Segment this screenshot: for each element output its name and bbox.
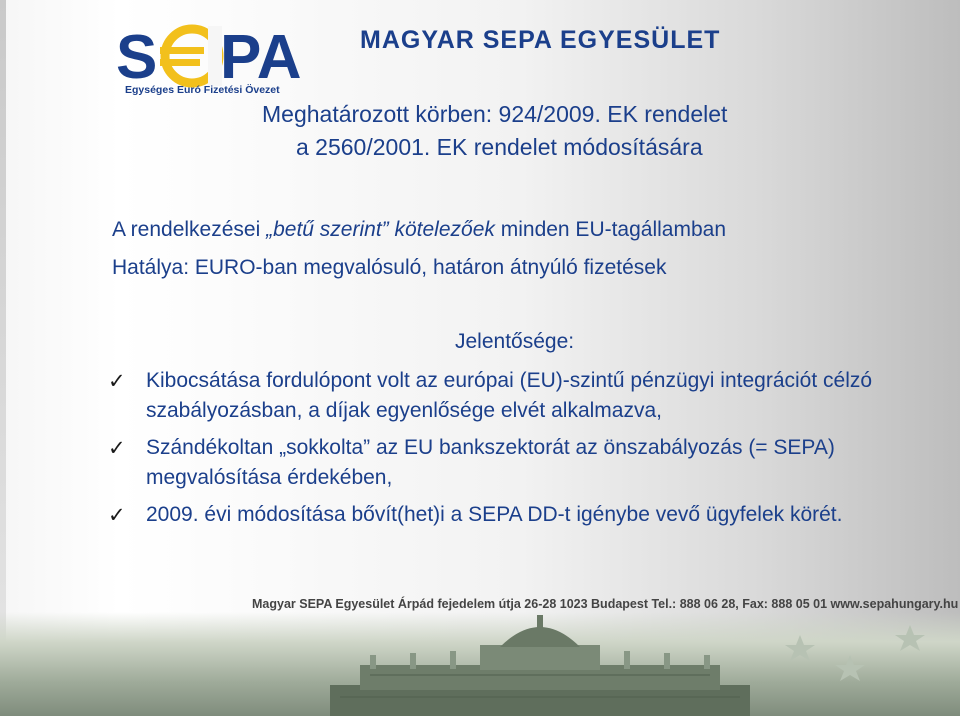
list-item-text: 2009. évi módosítása bővít(het)i a SEPA DD-t igénybe vevő ügyfelek körét. [146, 503, 843, 526]
checkmark-icon: ✓ [108, 369, 126, 393]
significance-heading: Jelentősége: [455, 330, 575, 353]
heading-line-2: a 2560/2001. EK rendelet módosítására [296, 134, 703, 160]
footer-contact: Magyar SEPA Egyesület Árpád fejedelem útja 26-28 1023 Budapest Tel.: 888 06 28, Fax: 888 05 01 www.sepahungary.hu [252, 597, 959, 611]
list-item-text: Szándékoltan „sokkolta” az EU bankszektorát az önszabályozás (= SEPA) megvalósítása érdekében, [146, 436, 835, 489]
list-item [108, 500, 938, 530]
list-item [108, 433, 938, 493]
heading-line-1: Meghatározott körben: 924/2009. EK rendelet [262, 101, 728, 127]
svg-text:PA: PA [220, 23, 302, 92]
paragraph-binding-lead: A rendelkezései [112, 218, 267, 241]
left-accent-bar [0, 0, 6, 716]
parliament-illustration [330, 615, 750, 716]
checkmark-icon: ✓ [108, 503, 126, 527]
organization-title: MAGYAR SEPA EGYESÜLET [360, 26, 721, 54]
paragraph-binding-emphasis: „betű szerint” kötelezőek [266, 218, 495, 241]
list-item-text: Kibocsátása fordulópont volt az európai (EU)-szintű pénzügyi integrációt célzó szabályozásban, a díjak egyenlősége elvét alkalmazva, [146, 369, 873, 422]
svg-text:S: S [116, 23, 158, 92]
paragraph-binding [112, 218, 726, 242]
list-item [108, 366, 938, 426]
significance-list [108, 366, 938, 537]
slide-heading [262, 98, 822, 164]
logo-tagline: Egységes Euró Fizetési Övezet [125, 84, 280, 96]
checkmark-icon: ✓ [108, 436, 126, 460]
paragraph-binding-tail: minden EU-tagállamban [494, 218, 727, 241]
eu-stars-decoration [760, 615, 960, 716]
paragraph-scope: Hatálya: EURO-ban megvalósuló, határon átnyúló fizetések [112, 256, 667, 279]
euro-icon [160, 26, 222, 86]
